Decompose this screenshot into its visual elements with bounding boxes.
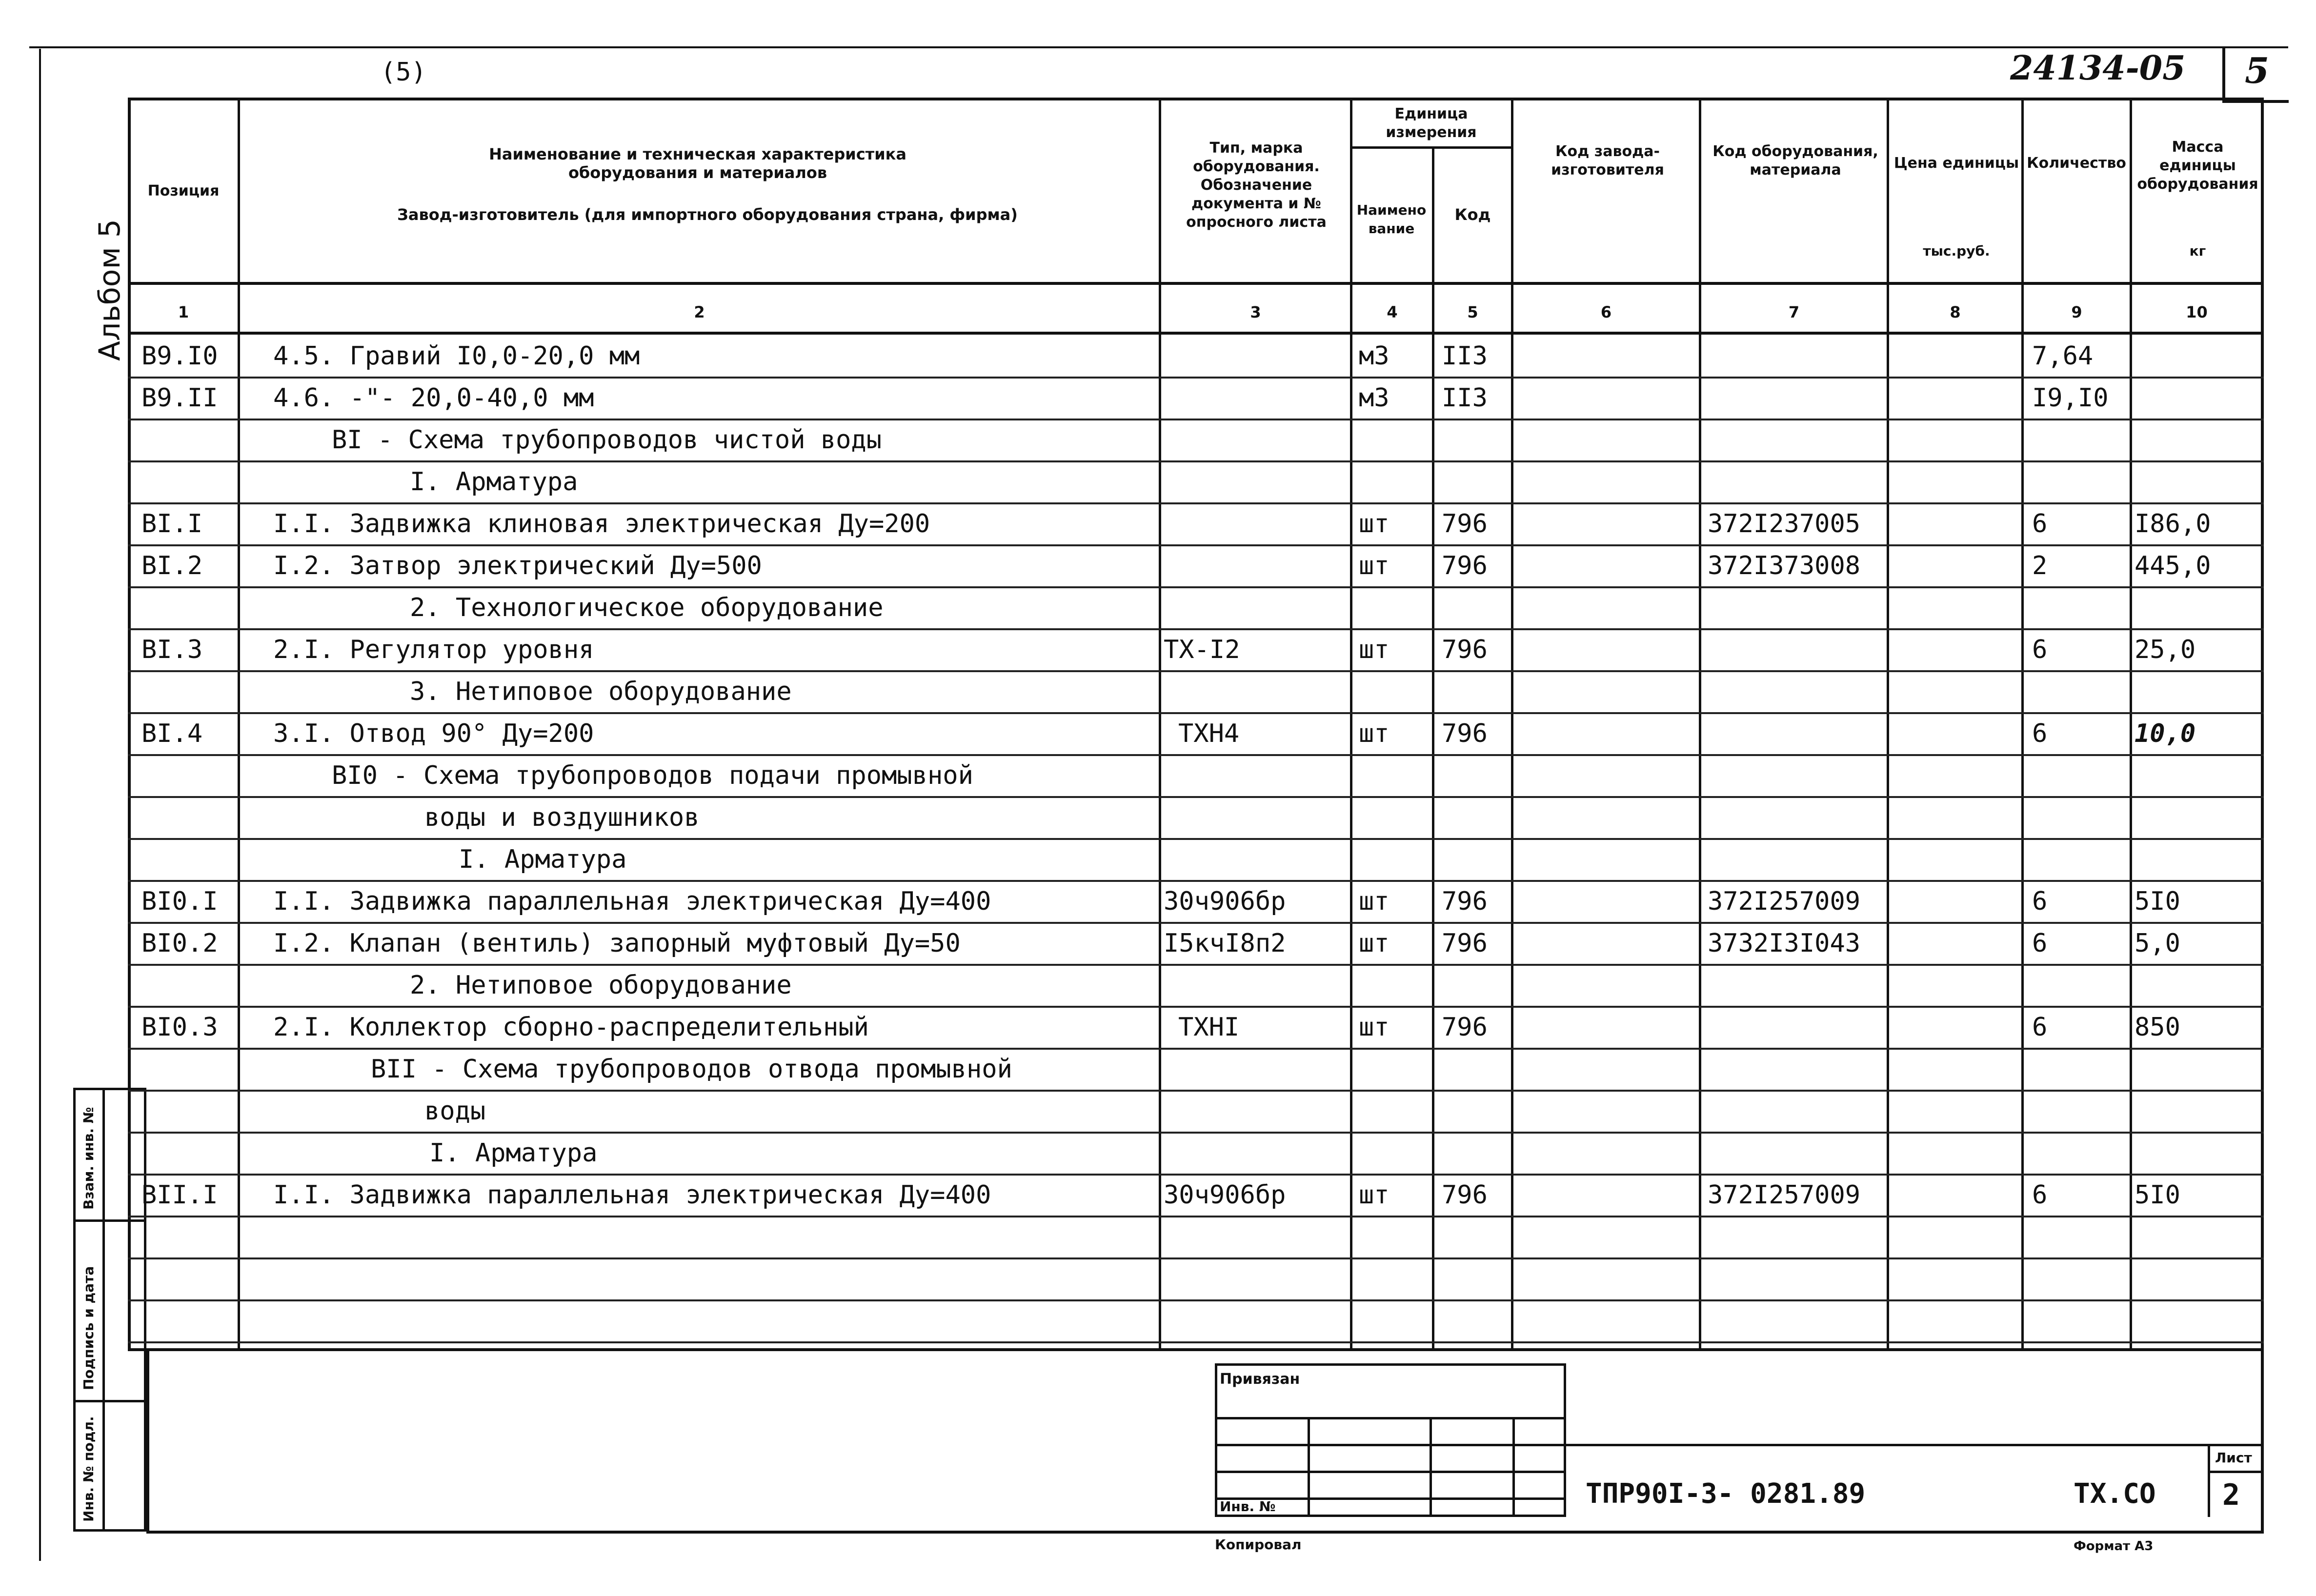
designation: ТПР90I-3- 0281.89 bbox=[1586, 1478, 1866, 1510]
sheet-marker: (5) bbox=[381, 58, 426, 87]
hdr-manuf-code: Код завода-изготовителя bbox=[1551, 143, 1664, 179]
row-divider bbox=[128, 754, 2264, 756]
hdr-mass-unit: кг bbox=[2189, 243, 2206, 259]
row-divider bbox=[128, 838, 2264, 840]
row-unit: шт bbox=[1359, 929, 1390, 958]
row-position: ВI.I bbox=[141, 509, 203, 539]
col-div-9 bbox=[2130, 98, 2132, 1351]
hdr-equip-code: Код оборудования, материала bbox=[1712, 143, 1878, 179]
row-name: I.I. Задвижка параллельная электрическая Ду=400 bbox=[273, 887, 991, 916]
row-equip-code: 372I257009 bbox=[1708, 887, 1861, 916]
colnum-6: 6 bbox=[1600, 303, 1612, 321]
row-position: ВI.4 bbox=[141, 719, 203, 748]
row-position: В9.II bbox=[141, 383, 218, 413]
outer-left-line bbox=[39, 49, 41, 1561]
row-name: воды и воздушников bbox=[424, 803, 700, 832]
row-name: воды bbox=[424, 1097, 486, 1126]
hdr-name: Наименование и техническая характеристика оборудования и материалов bbox=[489, 145, 906, 182]
row-unit-code: 796 bbox=[1442, 551, 1488, 580]
row-name: I.2. Клапан (вентиль) запорный муфтовый Ду=50 bbox=[273, 929, 961, 958]
format-label: Формат А3 bbox=[2074, 1539, 2154, 1554]
row-divider bbox=[128, 670, 2264, 672]
row-qty: 2 bbox=[2032, 551, 2048, 580]
hdr-manufacturer: Завод-изготовитель (для импортного оборудования страна, фирма) bbox=[397, 205, 1018, 224]
privyazan-v3 bbox=[1512, 1417, 1515, 1517]
row-unit: шт bbox=[1359, 887, 1390, 916]
row-mass: 5,0 bbox=[2135, 929, 2180, 958]
hdr-price: Цена единицы bbox=[1893, 155, 2019, 172]
row-divider bbox=[128, 544, 2264, 546]
row-qty: 7,64 bbox=[2032, 341, 2094, 371]
row-qty: 6 bbox=[2032, 719, 2048, 748]
header-bottom-line bbox=[128, 282, 2264, 285]
podpis-label: Подпись и дата bbox=[81, 1266, 97, 1390]
row-name: I.2. Затвор электрический Ду=500 bbox=[273, 551, 762, 580]
hdr-unit-code: Код bbox=[1454, 205, 1491, 224]
colnum-3: 3 bbox=[1250, 303, 1261, 321]
mark: ТХ.СО bbox=[2074, 1478, 2156, 1510]
row-name: I.I. Задвижка клиновая электрическая Ду=200 bbox=[273, 509, 930, 539]
row-position: ВI0.I bbox=[141, 887, 218, 916]
row-unit-code: 796 bbox=[1442, 719, 1488, 748]
colnum-8: 8 bbox=[1950, 303, 1961, 321]
row-equip-code: 372I373008 bbox=[1708, 551, 1861, 580]
row-name: I.I. Задвижка параллельная электрическая Ду=400 bbox=[273, 1180, 991, 1210]
row-name: 4.6. -"- 20,0-40,0 мм bbox=[273, 383, 594, 413]
row-equip-code: 372I257009 bbox=[1708, 1180, 1861, 1210]
row-unit: м3 bbox=[1359, 383, 1390, 413]
row-divider bbox=[128, 1006, 2264, 1008]
row-unit-code: 796 bbox=[1442, 635, 1488, 664]
inv-label: Инв. № подл. bbox=[81, 1416, 97, 1522]
album-label: Альбом 5 bbox=[93, 219, 127, 361]
col-div-4 bbox=[1432, 146, 1434, 1351]
row-divider bbox=[128, 964, 2264, 966]
row-divider bbox=[128, 1216, 2264, 1217]
privyazan-v1 bbox=[1308, 1417, 1310, 1517]
row-unit-code: II3 bbox=[1442, 383, 1488, 413]
row-unit: шт bbox=[1359, 1180, 1390, 1210]
hdr-type: Тип, марка оборудования. Обозначение документа и № опросного листа bbox=[1186, 140, 1327, 231]
row-qty: 6 bbox=[2032, 635, 2048, 664]
row-type: ТХ-I2 bbox=[1164, 635, 1240, 664]
row-type: 30ч906бр bbox=[1164, 1180, 1286, 1210]
row-qty: 6 bbox=[2032, 1180, 2048, 1210]
row-unit-code: 796 bbox=[1442, 929, 1488, 958]
row-divider bbox=[128, 922, 2264, 924]
col-div-1 bbox=[238, 98, 240, 1351]
row-divider bbox=[128, 419, 2264, 420]
row-unit: шт bbox=[1359, 1013, 1390, 1042]
row-unit-code: 796 bbox=[1442, 1013, 1488, 1042]
row-position: ВI.3 bbox=[141, 635, 203, 664]
colnum-7: 7 bbox=[1788, 303, 1800, 321]
row-type: I5кчI8п2 bbox=[1164, 929, 1286, 958]
row-divider bbox=[128, 1341, 2264, 1343]
col-div-3 bbox=[1350, 98, 1352, 1351]
vzam-label: Взам. инв. № bbox=[81, 1107, 97, 1210]
row-mass: 25,0 bbox=[2135, 635, 2196, 664]
row-divider bbox=[128, 628, 2264, 630]
row-unit-code: 796 bbox=[1442, 887, 1488, 916]
colnum-5: 5 bbox=[1467, 303, 1478, 321]
inv-no-label: Инв. № bbox=[1220, 1498, 1276, 1515]
list-number: 2 bbox=[2222, 1478, 2240, 1512]
row-position: ВI0.3 bbox=[141, 1013, 218, 1042]
colnum-1: 1 bbox=[178, 303, 189, 321]
row-divider bbox=[128, 880, 2264, 882]
hdr-price-unit: тыс.руб. bbox=[1923, 243, 1990, 259]
colnum-bottom-line bbox=[128, 332, 2264, 335]
row-name: ВI - Схема трубопроводов чистой воды bbox=[332, 425, 882, 455]
row-divider bbox=[128, 377, 2264, 379]
page-number-box bbox=[2222, 46, 2289, 103]
list-label: Лист bbox=[2215, 1450, 2252, 1466]
row-mass: 5I0 bbox=[2135, 887, 2180, 916]
hdr-position: Позиция bbox=[147, 182, 220, 200]
side-stamp-h2 bbox=[73, 1400, 146, 1402]
row-name: ВII - Схема трубопроводов отвода промывной bbox=[371, 1055, 1012, 1084]
row-qty: 6 bbox=[2032, 509, 2048, 539]
row-type: ТХН4 bbox=[1178, 719, 1240, 748]
col-div-6 bbox=[1699, 98, 1701, 1351]
hdr-unit-name: Наименование bbox=[1356, 202, 1427, 237]
row-name: I. Арматура bbox=[459, 845, 627, 874]
row-position: ВI0.2 bbox=[141, 929, 218, 958]
row-name: ВI0 - Схема трубопроводов подачи промывной bbox=[332, 761, 973, 790]
row-name: 3.I. Отвод 90° Ду=200 bbox=[273, 719, 594, 748]
col-div-2 bbox=[1159, 98, 1161, 1351]
row-unit-code: 796 bbox=[1442, 1180, 1488, 1210]
row-divider bbox=[128, 1299, 2264, 1301]
col-div-5 bbox=[1511, 98, 1513, 1351]
row-qty: 6 bbox=[2032, 929, 2048, 958]
colnum-9: 9 bbox=[2071, 303, 2082, 321]
row-qty: 6 bbox=[2032, 1013, 2048, 1042]
row-qty: 6 bbox=[2032, 887, 2048, 916]
row-mass: 10,0 bbox=[2135, 719, 2196, 748]
row-divider bbox=[128, 712, 2264, 714]
outer-top-line bbox=[29, 46, 2288, 48]
row-mass: 5I0 bbox=[2135, 1180, 2180, 1210]
row-name: I. Арматура bbox=[410, 467, 578, 497]
row-divider bbox=[128, 1132, 2264, 1134]
row-mass: 850 bbox=[2135, 1013, 2180, 1042]
row-name: I. Арматура bbox=[429, 1138, 598, 1168]
privyazan-v2 bbox=[1430, 1417, 1432, 1517]
row-type: ТХНI bbox=[1178, 1013, 1240, 1042]
row-name: 4.5. Гравий I0,0-20,0 мм bbox=[273, 341, 640, 371]
row-name: 2.I. Регулятор уровня bbox=[273, 635, 594, 664]
col-div-7 bbox=[1887, 98, 1889, 1351]
row-divider bbox=[128, 1257, 2264, 1259]
colnum-2: 2 bbox=[694, 303, 705, 321]
row-position: В9.I0 bbox=[141, 341, 218, 371]
row-name: 2. Технологическое оборудование bbox=[410, 593, 884, 622]
privyazan-label: Привязан bbox=[1220, 1371, 1300, 1388]
row-unit: шт bbox=[1359, 719, 1390, 748]
side-stamp-divider bbox=[102, 1088, 105, 1532]
row-unit: шт bbox=[1359, 551, 1390, 580]
row-divider bbox=[128, 796, 2264, 798]
row-mass: I86,0 bbox=[2135, 509, 2211, 539]
row-type: 30ч906бр bbox=[1164, 887, 1286, 916]
row-qty: I9,I0 bbox=[2032, 383, 2109, 413]
row-divider bbox=[128, 502, 2264, 504]
hdr-unit: Единица измерения bbox=[1386, 105, 1477, 141]
row-unit: шт bbox=[1359, 635, 1390, 664]
row-position: ВI.2 bbox=[141, 551, 203, 580]
row-name: 3. Нетиповое оборудование bbox=[410, 677, 792, 706]
row-unit-code: 796 bbox=[1442, 509, 1488, 539]
hdr-qty: Количество bbox=[2027, 155, 2126, 172]
row-unit: шт bbox=[1359, 509, 1390, 539]
row-mass: 445,0 bbox=[2135, 551, 2211, 580]
col-div-8 bbox=[2021, 98, 2024, 1351]
row-unit-code: II3 bbox=[1442, 341, 1488, 371]
row-divider bbox=[128, 1090, 2264, 1092]
row-divider bbox=[128, 460, 2264, 462]
row-divider bbox=[128, 1048, 2264, 1050]
row-equip-code: 3732I3I043 bbox=[1708, 929, 1861, 958]
row-divider bbox=[128, 1174, 2264, 1176]
row-divider bbox=[128, 586, 2264, 588]
copied-label: Копировал bbox=[1215, 1536, 1302, 1553]
page-number: 5 bbox=[2244, 50, 2270, 91]
row-unit: м3 bbox=[1359, 341, 1390, 371]
row-equip-code: 372I237005 bbox=[1708, 509, 1861, 539]
row-name: 2. Нетиповое оборудование bbox=[410, 971, 792, 1000]
hdr-mass: Масса единицы оборудования bbox=[2137, 139, 2258, 193]
list-box-line bbox=[2208, 1471, 2261, 1473]
row-name: 2.I. Коллектор сборно-распределительный bbox=[273, 1013, 869, 1042]
colnum-4: 4 bbox=[1387, 303, 1398, 321]
row-position: ВII.I bbox=[141, 1180, 218, 1210]
colnum-10: 10 bbox=[2186, 303, 2208, 321]
doc-number: 24134-05 bbox=[2010, 49, 2186, 88]
